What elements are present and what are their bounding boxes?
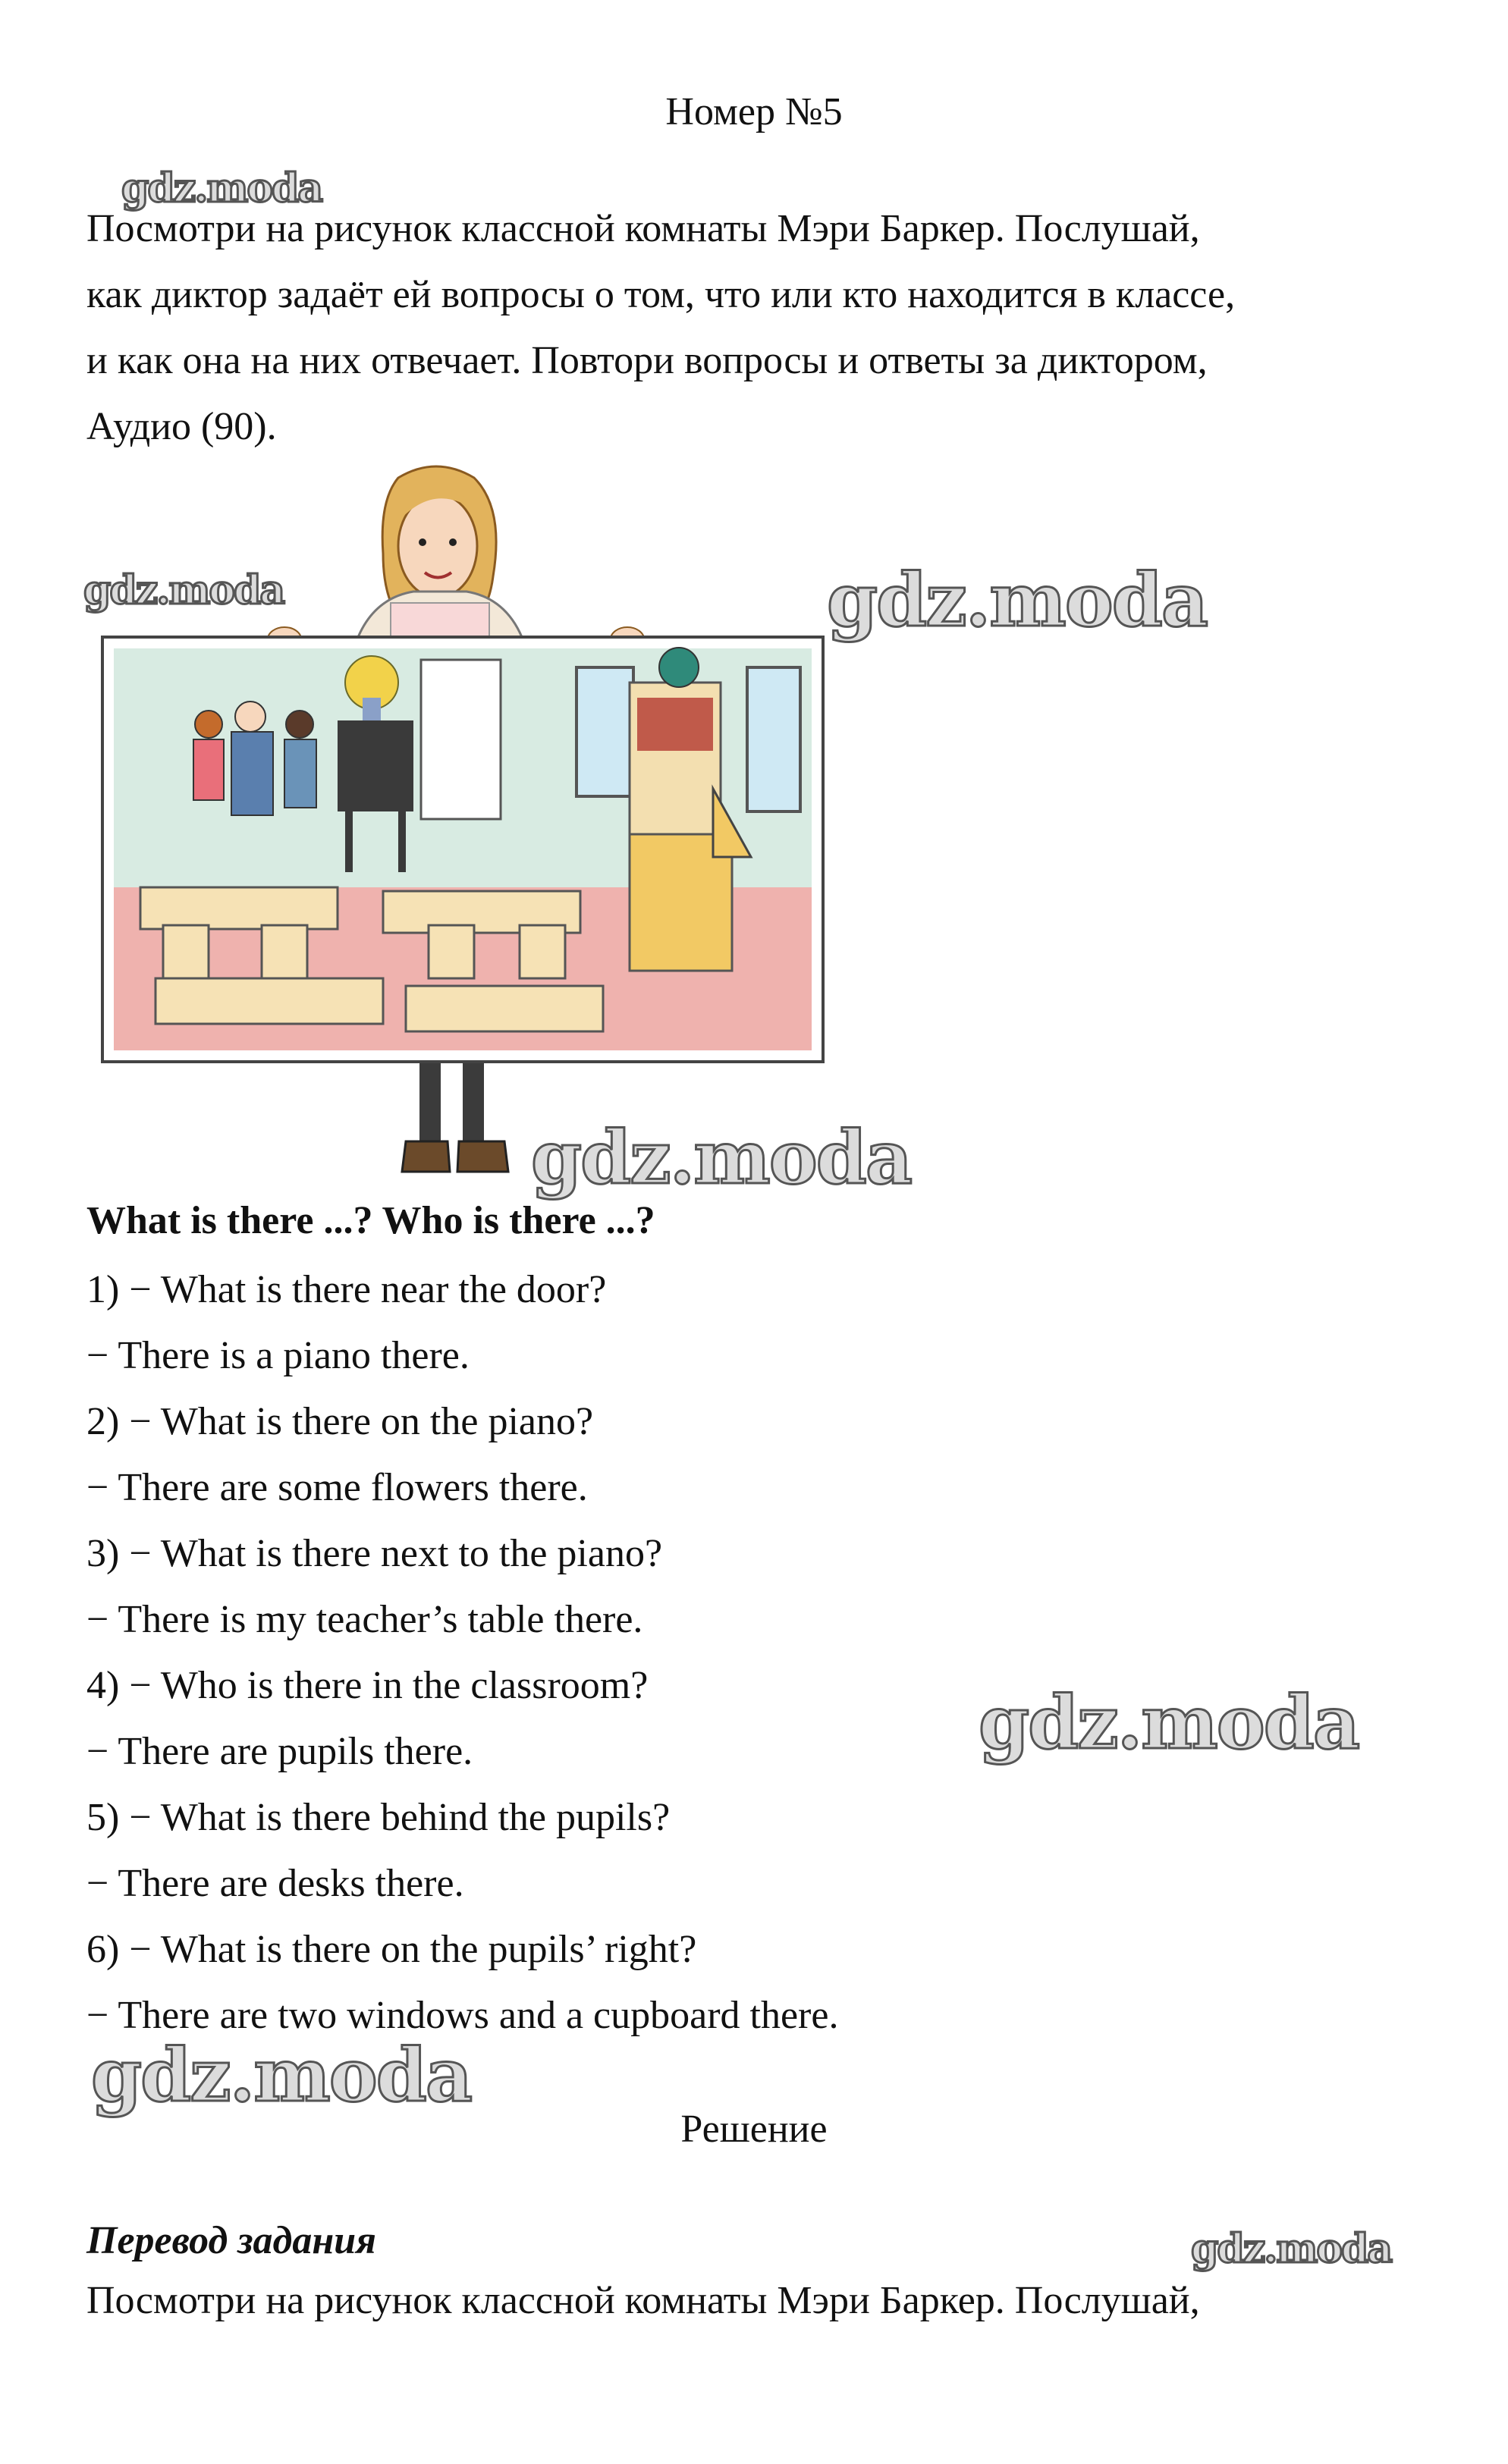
dialog-line: 4) − Who is there in the classroom?: [86, 1664, 649, 1707]
dialog-list: [86, 1265, 838, 2057]
watermark: gdz.moda: [83, 567, 284, 614]
dialog-line: − There are some flowers there.: [86, 1466, 588, 1509]
intro-line: Аудио (90).: [86, 405, 277, 448]
solution-heading: Решение: [680, 2108, 828, 2151]
intro-line: Посмотри на рисунок классной комнаты Мэри Баркер. Послушай,: [86, 207, 1200, 250]
dialog-line: 6) − What is there on the pupils’ right?: [86, 1928, 697, 1971]
dialog-line: 1) − What is there near the door?: [86, 1268, 607, 1311]
watermark: gdz.moda: [827, 557, 1208, 643]
page-title: Номер №5: [665, 90, 843, 133]
watermark: gdz.moda: [979, 1680, 1359, 1766]
watermark: gdz.moda: [531, 1115, 912, 1201]
watermark: gdz.moda: [121, 165, 322, 212]
translation-text: Посмотри на рисунок классной комнаты Мэри Баркер. Послушай,: [86, 2279, 1200, 2322]
task-intro: [86, 196, 1437, 460]
intro-line: как диктор задаёт ей вопросы о том, что или кто находится в классе,: [86, 273, 1236, 316]
dialog-line: − There is my teacher’s table there.: [86, 1598, 643, 1641]
dialog-line: 5) − What is there behind the pupils?: [86, 1796, 671, 1839]
dialog-line: − There is a piano there.: [86, 1334, 470, 1377]
dialog-line: − There are pupils there.: [86, 1730, 473, 1773]
dialog-line: − There are two windows and a cupboard there.: [86, 1994, 839, 2037]
watermark: gdz.moda: [1191, 2226, 1392, 2272]
intro-line: и как она на них отвечает. Повтори вопросы и ответы за диктором,: [86, 339, 1208, 382]
dialog-line: 3) − What is there next to the piano?: [86, 1532, 663, 1575]
dialog-line: 2) − What is there on the piano?: [86, 1400, 594, 1443]
classroom-picture: [102, 637, 823, 1062]
translation-heading: Перевод задания: [86, 2219, 376, 2262]
watermark: gdz.moda: [91, 2032, 472, 2118]
dialog-subheading: What is there ...? Who is there ...?: [86, 1199, 655, 1242]
dialog-line: − There are desks there.: [86, 1862, 464, 1905]
